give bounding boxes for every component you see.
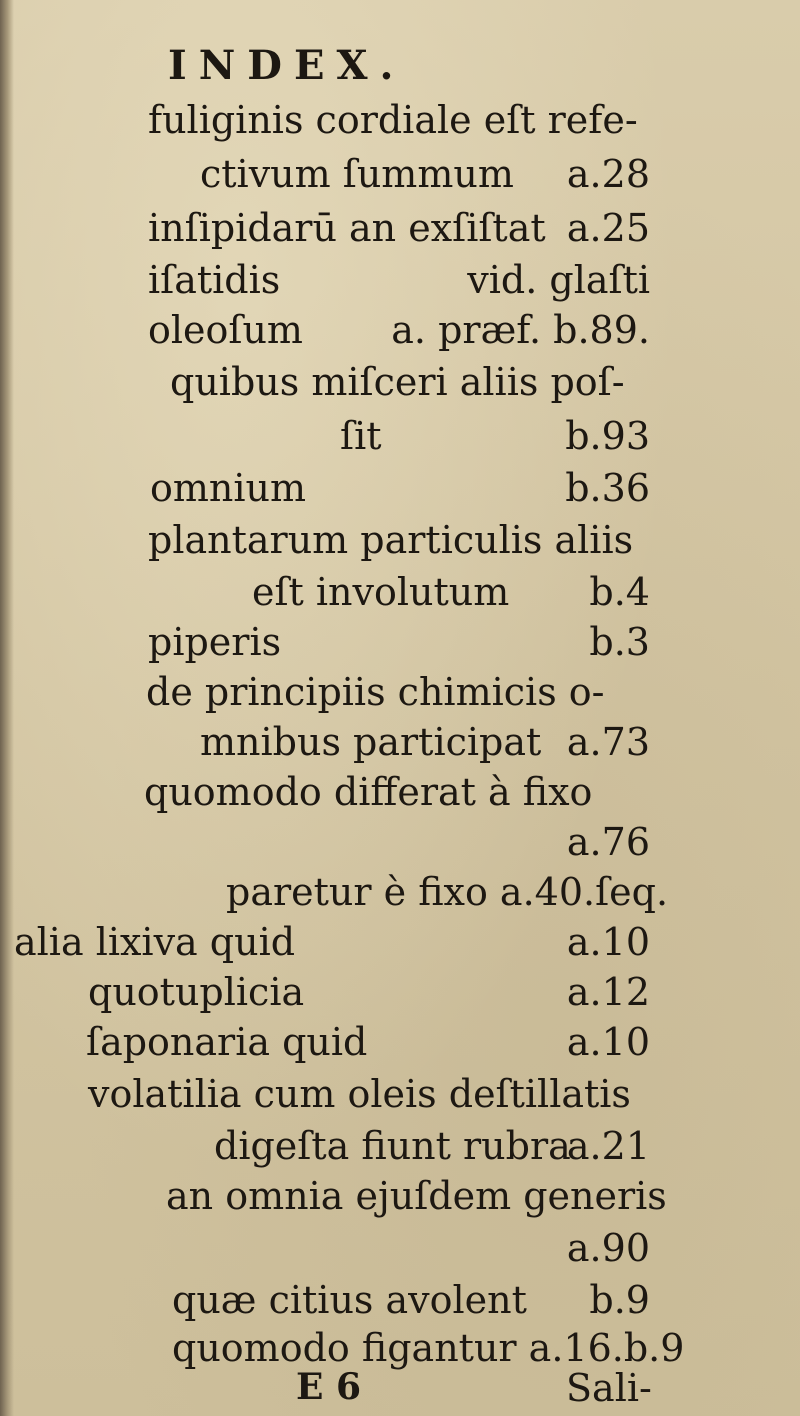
index-entry	[30, 1064, 650, 1124]
running-head: INDEX.	[168, 42, 406, 89]
entry-text: de principiis chimicis o-	[146, 670, 605, 714]
entry-text: alia lixiva quid	[14, 920, 296, 964]
entry-text: quibus miſceri aliis poſ-	[170, 360, 625, 404]
entry-text: volatilia cum oleis deſtillatis	[88, 1072, 631, 1116]
entry-ref: b.3	[589, 620, 650, 664]
index-entry	[30, 300, 650, 360]
entry-text: piperis	[148, 620, 282, 664]
entry-ref: vid. glaſti	[467, 258, 650, 302]
entry-text: digeſta fiunt rubra	[214, 1124, 571, 1168]
index-entry	[30, 1218, 650, 1278]
index-entry	[30, 406, 650, 466]
entry-text: eſt involutum	[252, 570, 510, 614]
entry-text: mnibus participat	[200, 720, 542, 764]
entry-ref: a.73	[566, 720, 650, 764]
entry-ref: b.93	[565, 414, 650, 458]
entry-text: fuliginis cordiale eſt refe-	[148, 98, 638, 142]
index-entry	[30, 458, 650, 518]
entry-text: iſatidis	[148, 258, 281, 302]
entry-ref: a.21	[566, 1124, 650, 1168]
entry-ref: a.10	[566, 920, 650, 964]
entry-text: omnium	[150, 466, 307, 510]
index-entry	[30, 198, 650, 258]
entry-ref: b.9	[589, 1278, 650, 1322]
entry-text: quæ citius avolent	[172, 1278, 527, 1322]
index-entry	[30, 352, 650, 412]
index-entry	[148, 90, 768, 150]
entry-text: paretur è fixo a.40.ſeq.	[226, 870, 669, 914]
entry-text: ſaponaria quid	[86, 1020, 368, 1064]
entry-ref: b.36	[565, 466, 650, 510]
entry-ref: a.25	[566, 206, 650, 250]
entry-ref: a.12	[566, 970, 650, 1014]
page-gutter-shadow	[0, 0, 14, 1416]
entry-text: an omnia ejuſdem generis	[166, 1174, 667, 1218]
entry-text: oleoſum	[148, 308, 303, 352]
entry-ref: a.76	[566, 820, 650, 864]
entry-ref: b.4	[589, 570, 650, 614]
index-entry	[30, 1166, 667, 1226]
entry-text: quomodo differat à fixo	[144, 770, 593, 814]
index-entry	[30, 510, 650, 570]
entry-text: plantarum particulis aliis	[148, 518, 634, 562]
entry-ref: a.90	[566, 1226, 650, 1270]
signature-mark: E 6	[296, 1366, 362, 1408]
entry-ref: a.28	[566, 152, 650, 196]
entry-ref: a.10	[566, 1020, 650, 1064]
entry-ref: a. præf. b.89.	[391, 308, 650, 352]
index-entry	[30, 144, 650, 204]
entry-text: inſipidarū an exſiſtat	[148, 206, 546, 250]
entry-text: quotuplicia	[88, 970, 305, 1014]
entry-text: ctivum ſummum	[200, 152, 514, 196]
catchword: Sali-	[566, 1366, 652, 1410]
entry-text: quomodo figantur a.16.b.9	[172, 1326, 685, 1370]
entry-text: ſit	[340, 414, 382, 458]
index-entry	[30, 1012, 650, 1072]
